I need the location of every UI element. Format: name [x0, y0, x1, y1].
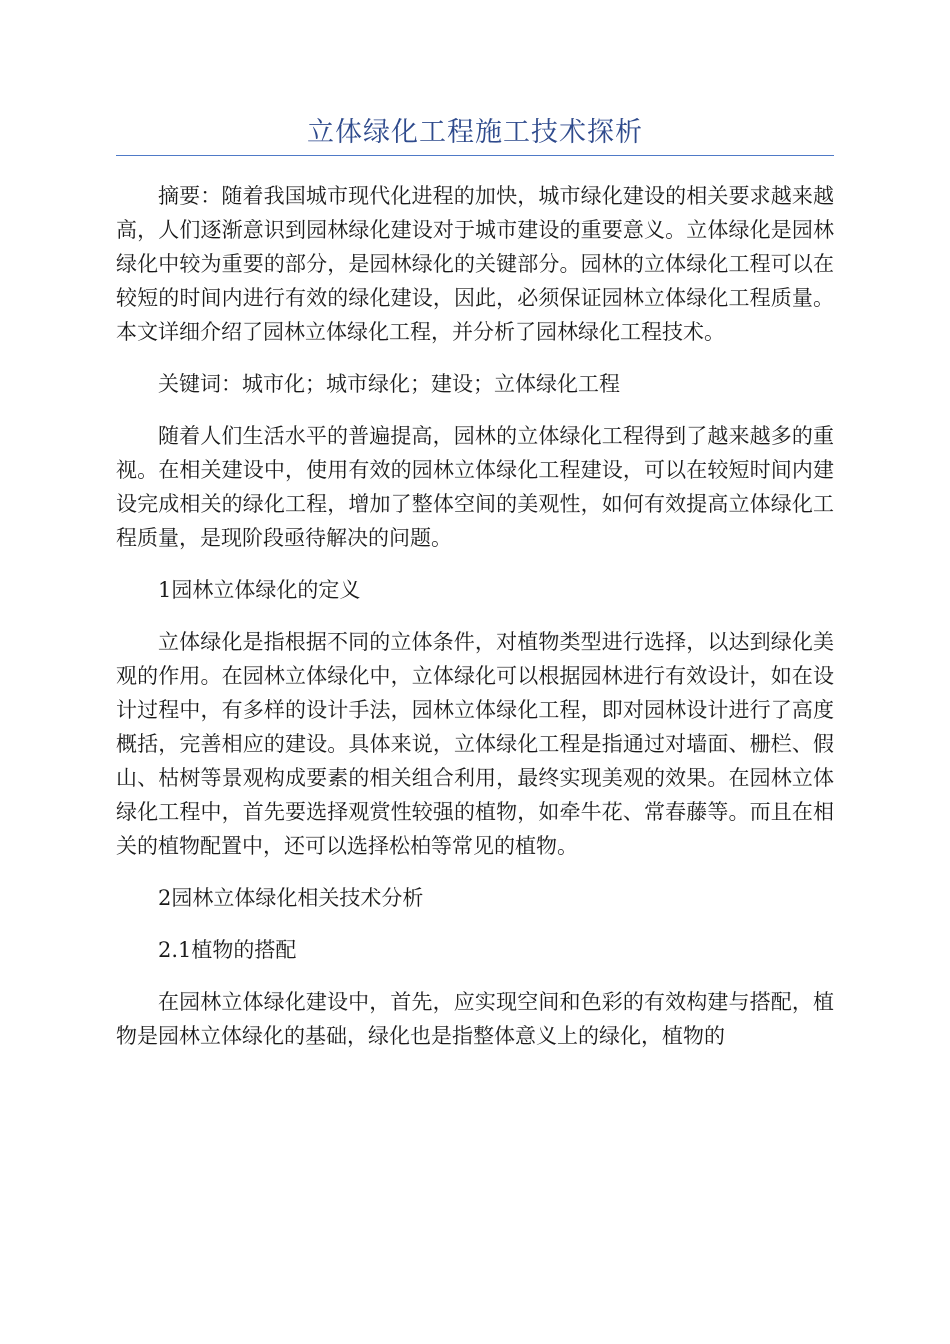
plants-paragraph: 在园林立体绿化建设中，首先，应实现空间和色彩的有效构建与搭配，植物是园林立体绿化的基础，绿化也是指整体意义上的绿化，植物的	[116, 990, 834, 1048]
title-underline	[116, 155, 834, 156]
section-heading-1: 1园林立体绿化的定义	[158, 578, 361, 602]
section-heading-2: 2园林立体绿化相关技术分析	[158, 886, 424, 910]
abstract-paragraph: 摘要：随着我国城市现代化进程的加快，城市绿化建设的相关要求越来越高，人们逐渐意识到园林绿化建设对于城市建设的重要意义。立体绿化是园林绿化中较为重要的部分，是园林绿化的关键部分。园林的立体绿化工程可以在较短的时间内进行有效的绿化建设，因此，必须保证园林立体绿化工程质量。本文详细介绍了园林立体绿化工程，并分析了园林绿化工程技术。	[116, 184, 834, 344]
document-title: 立体绿化工程施工技术探析	[307, 117, 643, 148]
keywords-paragraph: 关键词：城市化；城市绿化；建设；立体绿化工程	[158, 372, 620, 396]
document-page	[116, 0, 834, 1071]
subsection-heading-2-1: 2.1植物的搭配	[158, 938, 297, 962]
document-body	[116, 179, 834, 1053]
definition-paragraph: 立体绿化是指根据不同的立体条件，对植物类型进行选择，以达到绿化美观的作用。在园林立体绿化中，立体绿化可以根据园林进行有效设计，如在设计过程中，有多样的设计手法，园林立体绿化工程，即对园林设计进行了高度概括，完善相应的建设。具体来说，立体绿化工程是指通过对墙面、栅栏、假山、枯树等景观构成要素的相关组合利用，最终实现美观的效果。在园林立体绿化工程中，首先要选择观赏性较强的植物，如牵牛花、常春藤等。而且在相关的植物配置中，还可以选择松柏等常见的植物。	[116, 630, 834, 858]
intro-paragraph: 随着人们生活水平的普遍提高，园林的立体绿化工程得到了越来越多的重视。在相关建设中，使用有效的园林立体绿化工程建设，可以在较短时间内建设完成相关的绿化工程，增加了整体空间的美观性，如何有效提高立体绿化工程质量，是现阶段亟待解决的问题。	[116, 424, 834, 550]
